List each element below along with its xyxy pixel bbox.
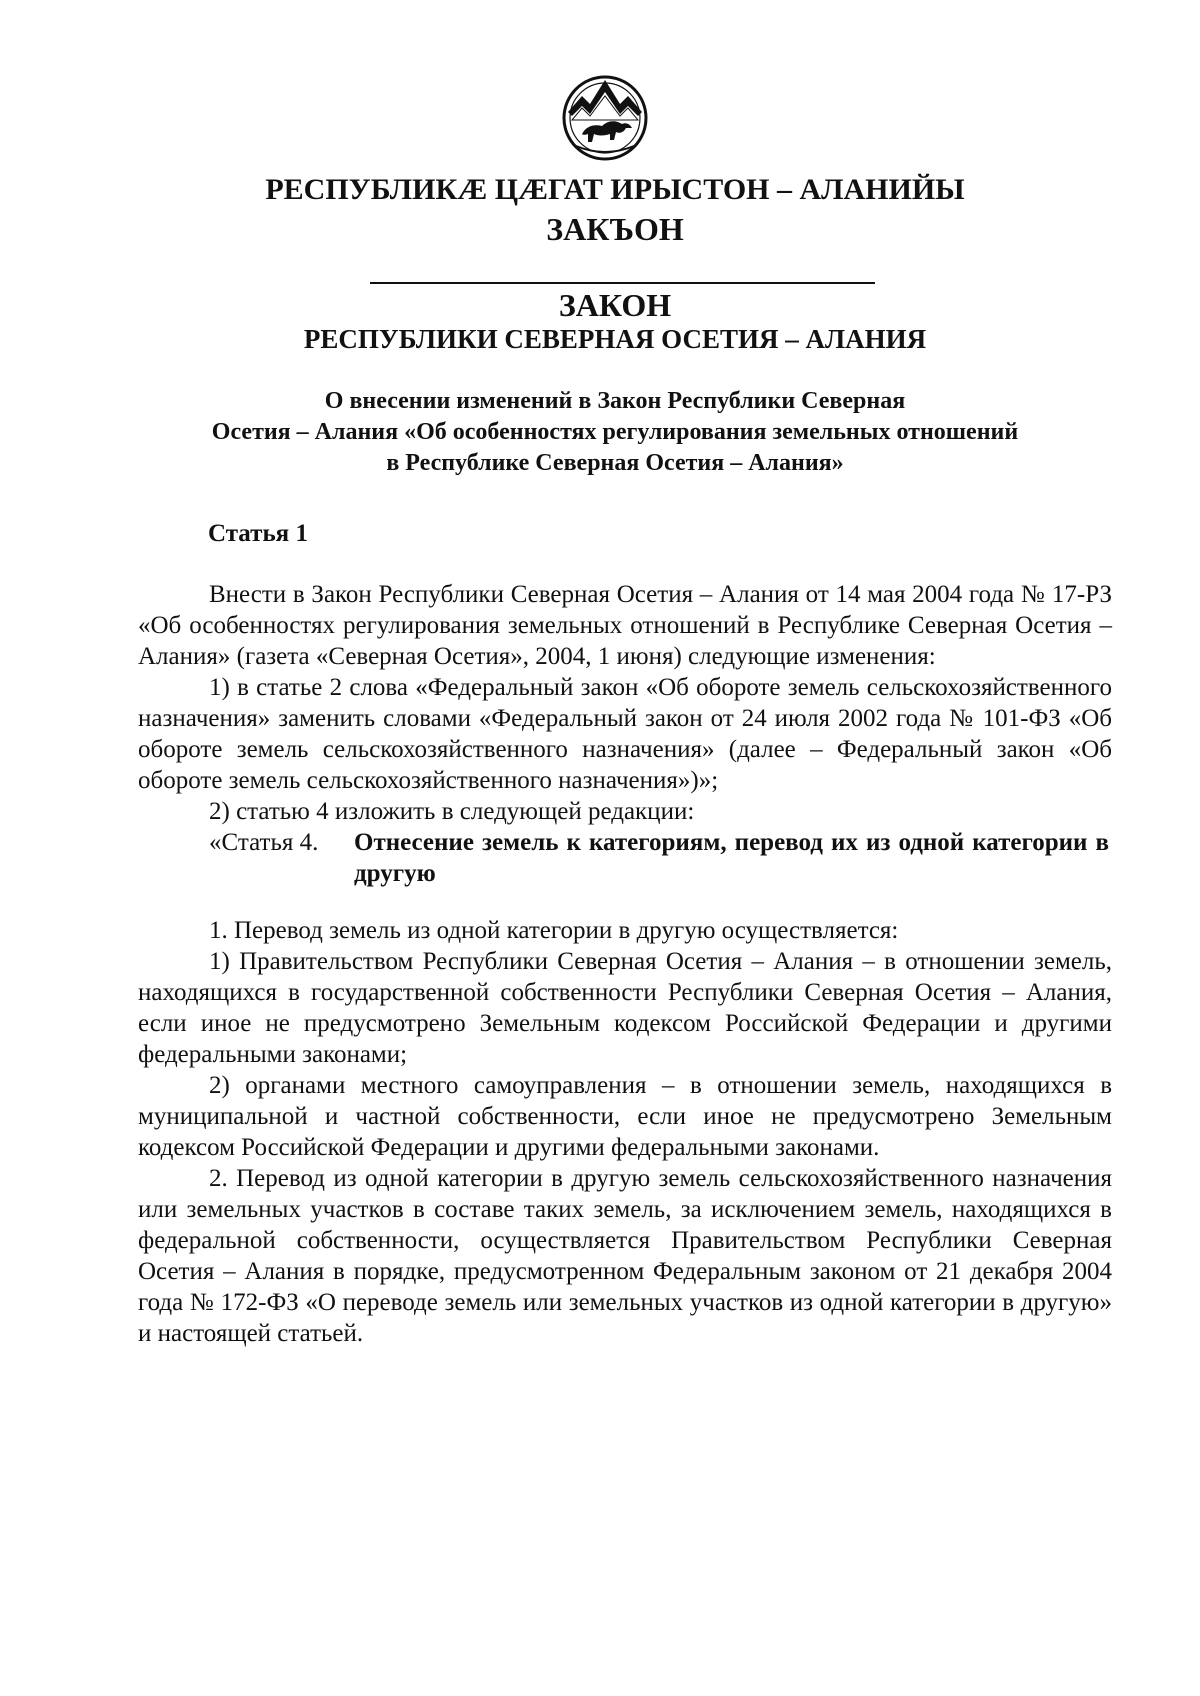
article-1-intro: Внести в Закон Республики Северная Осетия – Алания от 14 мая 2004 года № 17-РЗ «Об особенностях регулирования земельных отношений в Республике Северная Осетия – Алания» (газета «Северная Осетия», 2004, 1 июня) следующие изменения: (138, 581, 1112, 670)
law-title-line-3: в Республике Северная Осетия – Алания» (386, 450, 844, 476)
law-title (130, 386, 1100, 479)
russian-law-heading: ЗАКОН (558, 287, 672, 323)
coat-of-arms-emblem (560, 68, 650, 164)
russian-republic-heading: РЕСПУБЛИКИ СЕВЕРНАЯ ОСЕТИЯ – АЛАНИЯ (303, 324, 927, 354)
article-1-body (138, 579, 1112, 1349)
law-title-line-1: О внесении изменений в Закон Республики Северная (324, 388, 906, 414)
article-4-title: Отнесение земель к категориям, перевод их из одной категории в другую (354, 829, 1109, 887)
article-4-label: «Статья 4. (209, 829, 319, 856)
article-4-paragraph-2: 2. Перевод из одной категории в другую земель сельскохозяйственного назначения или земельных участков в составе таких земель, за исключением земель, находящихся в федеральной собственности, осуществляется Правительством Республики Северная Осетия – Алания в порядке, предусмотренном Федеральным законом от 21 декабря 2004 года № 172-ФЗ «О переводе земель или земельных участков из одной категории в другую» и настоящей статьей. (138, 1165, 1112, 1347)
article-4-paragraph-1-item-1: 1) Правительством Республики Северная Осетия – Алания – в отношении земель, находящихся в государственной собственности Республики Северная Осетия – Алания, если иное не предусмотрено Земельным кодексом Российской Федерации и другими федеральными законами; (138, 948, 1112, 1068)
spacer (138, 889, 1112, 915)
article-1-heading: Статья 1 (208, 520, 308, 547)
article-4-paragraph-1: 1. Перевод земель из одной категории в другую осуществляется: (209, 917, 899, 944)
law-title-line-2: Осетия – Алания «Об особенностях регулирования земельных отношений (211, 419, 1019, 445)
article-4-paragraph-1-item-2: 2) органами местного самоуправления – в отношении земель, находящихся в муниципальной и частной собственности, если иное не предусмотрено Земельным кодексом Российской Федерации и другими федеральными законами. (138, 1072, 1112, 1161)
article-4-heading (138, 827, 1112, 889)
ossetian-law-heading: ЗАКЪОН (546, 211, 684, 247)
amendment-item-2: 2) статью 4 изложить в следующей редакции: (209, 798, 695, 825)
amendment-item-1: 1) в статье 2 слова «Федеральный закон «Об обороте земель сельскохозяйственного назначения» заменить словами «Федеральный закон от 24 июля 2002 года № 101-ФЗ «Об обороте земель сельскохозяйственного назначения» (далее – Федеральный закон «Об обороте земель сельскохозяйственного назначения»)»; (138, 674, 1112, 794)
heading-divider (370, 282, 875, 284)
ossetian-republic-heading: РЕСПУБЛИКÆ ЦÆГАТ ИРЫСТОН – АЛАНИЙЫ (265, 173, 965, 206)
